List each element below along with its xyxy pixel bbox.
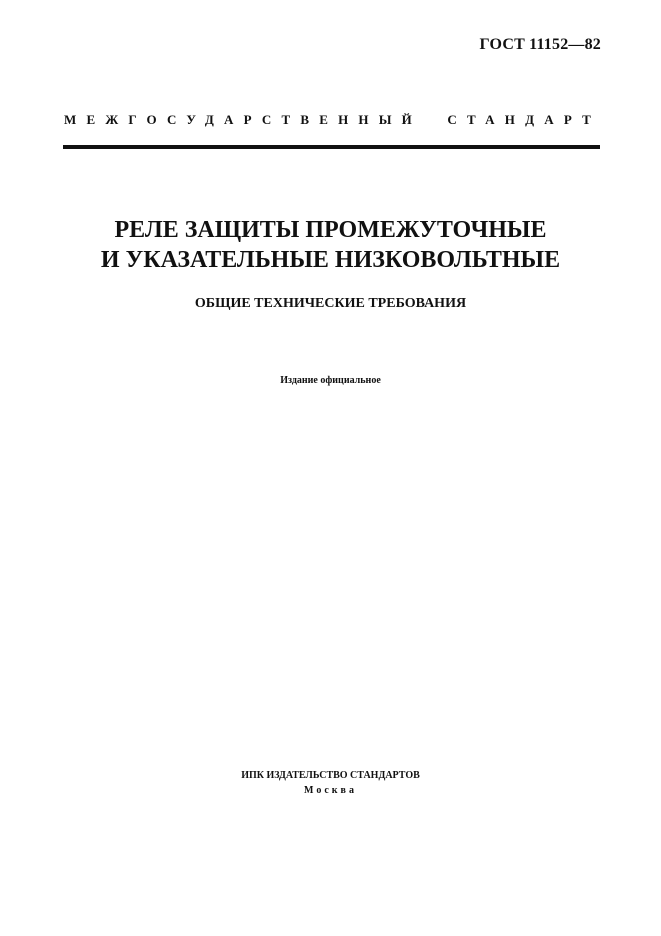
document-subtitle: ОБЩИЕ ТЕХНИЧЕСКИЕ ТРЕБОВАНИЯ [194, 296, 467, 311]
title-line-2: И УКАЗАТЕЛЬНЫЕ НИЗКОВОЛЬТНЫЕ [100, 247, 561, 273]
interstate-standard-heading [64, 112, 601, 128]
publisher-city: Москва [304, 785, 357, 796]
standard-number: ГОСТ 11152—82 [479, 36, 601, 53]
heading-divider [63, 145, 600, 149]
edition-note: Издание официальное [280, 375, 381, 386]
interstate-word: МЕЖГОСУДАРСТВЕННЫЙ [64, 112, 422, 127]
title-line-1: РЕЛЕ ЗАЩИТЫ ПРОМЕЖУТОЧНЫЕ [114, 217, 547, 243]
document-title [0, 215, 661, 275]
publisher-name: ИПК ИЗДАТЕЛЬСТВО СТАНДАРТОВ [241, 770, 420, 781]
standard-word: СТАНДАРТ [447, 112, 601, 127]
